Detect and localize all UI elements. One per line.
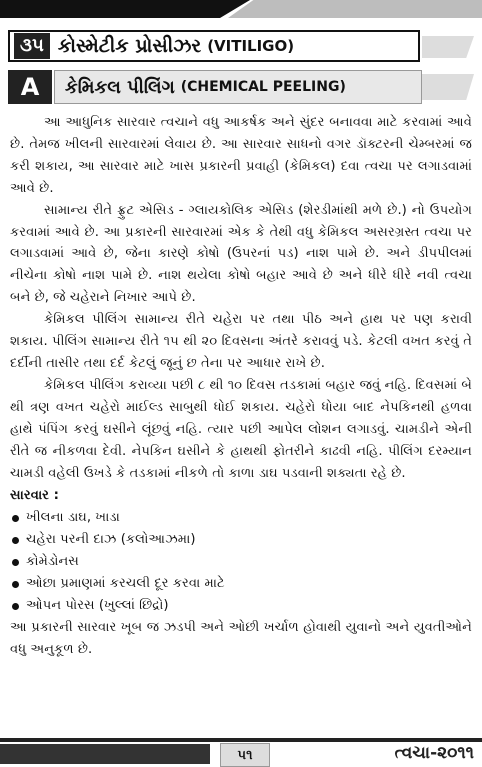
- top-decorative-stripe: [0, 0, 482, 26]
- treatment-list-item: ચહેરા પરની દાઝ (કલોઆઝમા): [10, 529, 472, 551]
- page-footer: [0, 738, 482, 767]
- paragraph: સામાન્ય રીતે ફ્રુટ એસિડ - ગ્લાયકોલિક એસિડ (શેરડીમાંથી મળે છે.) નો ઉપયોગ કરવામાં આવે છે. આ પ્રકારની સારવારમાં એક કે તેથી વધુ કેમિકલ અસરગ્રસ્ત ત્વચા પર લગાડવામાં આવે છે, જેના કારણે કોષો (ઉપરનાં પડ) નાશ પામે છે. અને ડીપપીલમાં નીચેના કોષો નાશ પામે છે. નાશ થયેલા કોષો બહાર આવે છે અને ધીરે ધીરે નવી ત્વચા બને છે, જે ચહેરાને નિખાર આપે છે.: [10, 202, 472, 306]
- chapter-header: [8, 30, 474, 62]
- treatment-list: [10, 507, 472, 617]
- paragraph: આ આધુનિક સારવાર ત્વચાને વધુ આકર્ષક અને સુંદર બનાવવા માટે કરવામાં આવે છે. તેમજ ખીલની સારવારમાં લેવાય છે. આ સારવાર સાધનો વગર ડૉક્ટરની ચેમ્બરમાં જ કરી શકાય, આ સારવાર માટે ખાસ પ્રકારની પ્રવાહી (કેમિકલ) દવા ત્વચા પર લગાડવામાં આવે છે.: [10, 115, 472, 196]
- closing-paragraph: આ પ્રકારની સારવાર ખૂબ જ ઝડપી અને ઓછી ખર્ચાળ હોવાથી યુવાનો અને યુવતીઓને વધુ અનુકૂળ છે.: [10, 620, 472, 658]
- section-title: કેમિકલ પીલિંગ: [65, 76, 175, 98]
- paragraph: કેમિકલ પીલિંગ સામાન્ય રીતે ચહેરા પર તથા પીઠ અને હાથ પર પણ કરાવી શકાય. પીલિંગ સામાન્ય રીતે ૧૫ થી ૨૦ દિવસના અંતરે કરાવવું પડે. કેટલી વખત કરવું તે દર્દીની તાસીર તથા દર્દ કેટલું જૂનું છ તેના પર આધાર રાખે છે.: [10, 312, 472, 371]
- chapter-number: ૩૫: [14, 33, 50, 59]
- section-title-box: [54, 70, 422, 104]
- section-header-tail: [422, 74, 474, 100]
- treatment-list-item: ઓછા પ્રમાણમાં કરચલી દૂર કરવા માટે: [10, 573, 472, 595]
- section-header: [8, 70, 474, 104]
- treatment-heading: સારવાર :: [10, 488, 59, 504]
- section-title-english: (CHEMICAL PEELING): [180, 79, 346, 95]
- treatment-list-item: કોમેડોનસ: [10, 551, 472, 573]
- top-stripe-grey: [228, 0, 482, 18]
- top-stripe-dark: [0, 0, 250, 18]
- paragraph: કેમિકલ પીલિંગ કરાવ્યા પછી ૮ થી ૧૦ દિવસ તડકામાં બહાર જવું નહિ. દિવસમાં બે થી ત્રણ વખત ચહેરો માઈલ્ડ સાબુથી ધોઈ શકાય. ચહેરો ધોયા બાદ નેપકિનથી હળવા હાથે પંપિંગ કરવું ઘસીને લૂંછવું નહિ. ત્યાર પછી આપેલ લોશન લગાડવું. ચામડીને એની રીતે જ નીકળવા દેવી. નેપકિન ઘસીને કે હાથથી ફોતરીને કાઢવી નહિ. પીલિંગ દરમ્યાન ચામડી વહેલી ઉખડે કે તડકામાં નીકળે તો કાળા ડાઘ પડવાની શક્યતા રહે છે.: [10, 377, 472, 481]
- footer-rule: [0, 738, 482, 742]
- treatment-list-item: ખીલના ડાઘ, ખાડા: [10, 507, 472, 529]
- treatment-list-item: ઓપન પોરસ (ખુલ્લાં છિદ્રો): [10, 595, 472, 617]
- article-body: [10, 112, 472, 661]
- journal-name: ત્વચા-૨૦૧૧: [394, 743, 474, 763]
- page-number: ૫૧: [220, 743, 270, 767]
- chapter-header-tail: [422, 36, 474, 58]
- chapter-title-box: [8, 30, 420, 62]
- section-letter: A: [8, 70, 52, 104]
- chapter-title-english: (VITILIGO): [207, 37, 295, 55]
- chapter-title: કોસ્મેટીક પ્રોસીઝર: [57, 35, 202, 57]
- footer-dark-band: [0, 744, 210, 764]
